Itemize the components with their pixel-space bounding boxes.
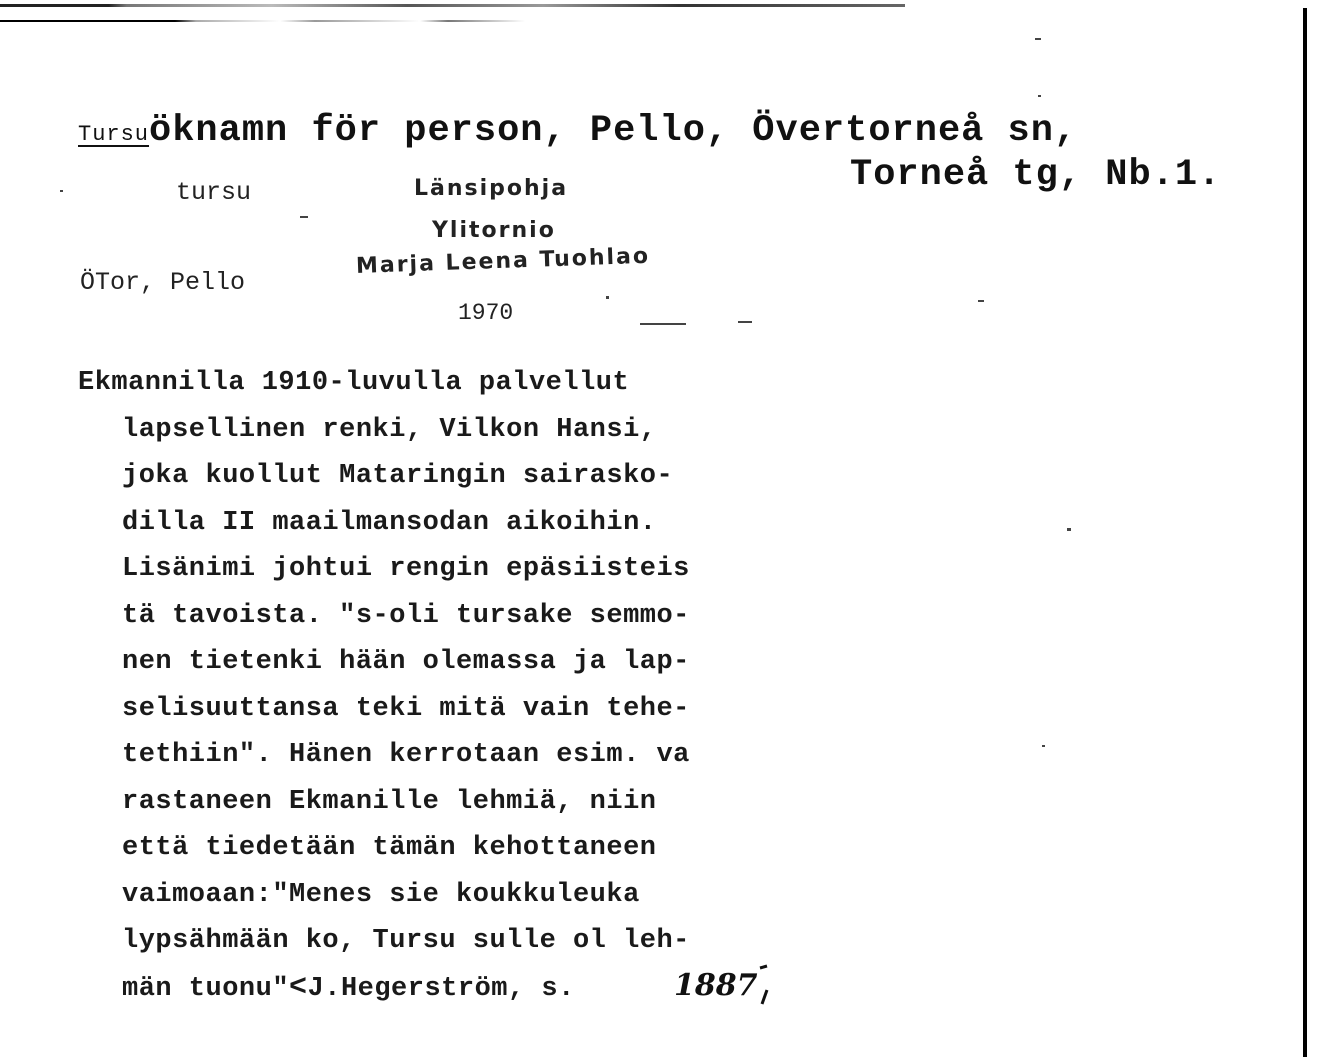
body-line: tä tavoista. "s-oli tursake semmo- [122, 600, 690, 631]
card-heading [78, 110, 1077, 152]
source-text: J.Hegerström, s. [307, 973, 575, 1004]
card-top-border [0, 4, 905, 7]
scan-speck [978, 300, 984, 302]
scan-speck [1067, 528, 1071, 531]
body-line: Ekmannilla 1910-luvulla palvellut [78, 368, 630, 398]
scan-speck [1035, 38, 1041, 40]
heading-line-1: öknamn för person, Pello, Övertorneå sn, [149, 110, 1078, 152]
body-line: että tiedetään tämän kehottaneen [122, 833, 657, 863]
body-line: lapsellinen renki, Vilkon Hansi, [122, 414, 657, 445]
scan-speck [606, 296, 609, 299]
body-line: tethiin". Hänen kerrotaan esim. va [122, 740, 690, 770]
stamp-informant: Marja Leena Tuohlao [355, 243, 651, 279]
locality: ÖTor, Pello [80, 268, 246, 297]
variant-form: tursu [176, 178, 252, 207]
scan-speck [60, 190, 63, 192]
body-line-text: män tuonu" [122, 973, 290, 1004]
handwritten-year-text: 1887 [674, 968, 758, 1003]
body-line: lypsähmään ko, Tursu sulle ol leh- [122, 926, 690, 956]
card-top-border-faint [0, 20, 700, 22]
body-line [78, 965, 690, 1013]
handwritten-year-svg [672, 962, 782, 1012]
body-line: vaimoaan:"Menes sie koukkuleuka [122, 879, 640, 910]
headword: Tursu [78, 122, 150, 147]
body-line: dilla II maailmansodan aikoihin. [122, 507, 657, 538]
scan-speck [640, 323, 686, 325]
handwritten-year [672, 962, 782, 1012]
body-line: joka kuollut Mataringin sairasko- [122, 461, 674, 491]
body-line: selisuuttansa teki mitä vain tehe- [122, 693, 690, 724]
body-line: rastaneen Ekmanille lehmiä, niin [122, 786, 657, 817]
body-line: Lisänimi johtui rengin epäsiisteis [122, 554, 690, 584]
scan-speck [1038, 95, 1041, 97]
card-right-edge [1303, 8, 1307, 1057]
stamp-parish: Ylitornio [432, 218, 556, 243]
scan-speck [738, 321, 752, 323]
stamp-region: Länsipohja [414, 176, 569, 201]
heading-line-2: Torneå tg, Nb.1. [850, 154, 1222, 196]
stamp-year: 1970 [458, 300, 514, 326]
card-body-text [78, 360, 690, 1012]
scan-speck [1042, 745, 1045, 747]
source-marker-icon: < [289, 970, 308, 1005]
scan-speck [300, 216, 308, 218]
body-line: nen tietenki hään olemassa ja lap- [122, 647, 690, 677]
